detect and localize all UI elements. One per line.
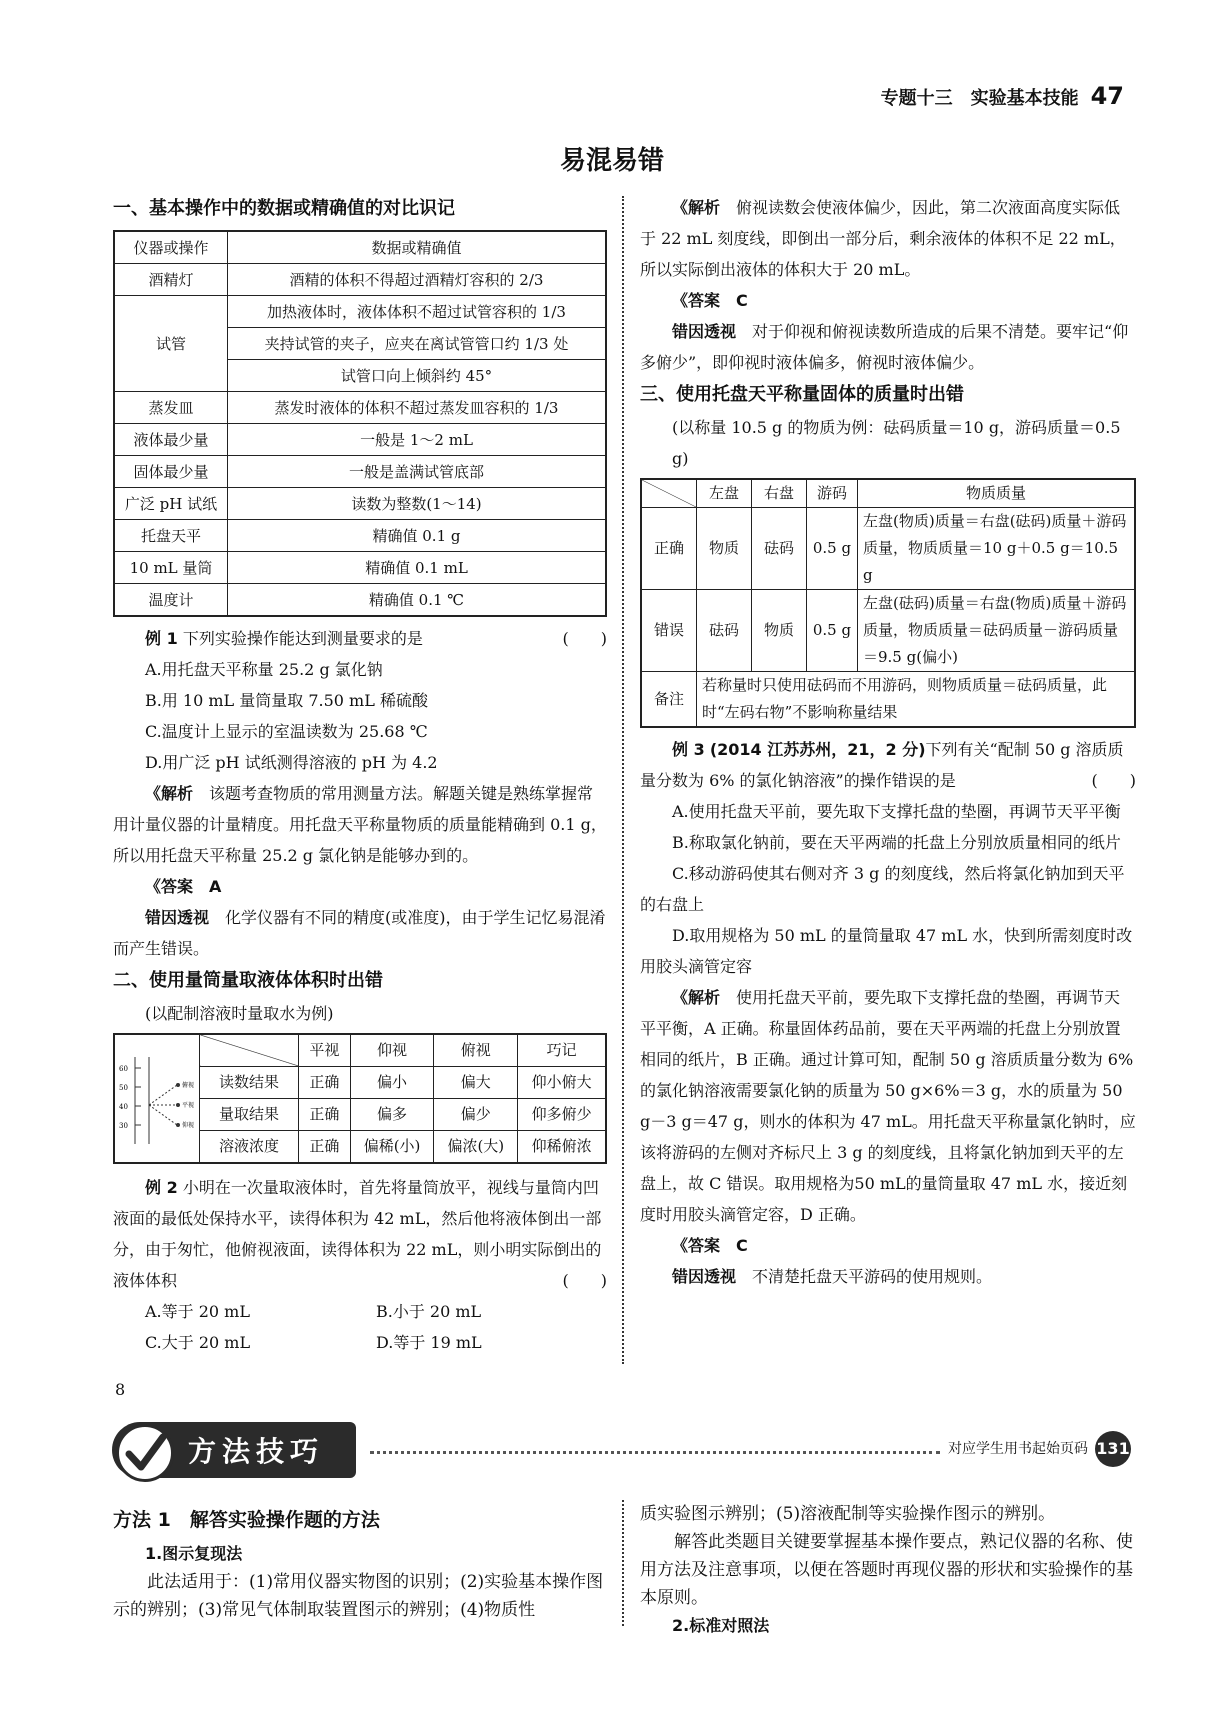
table-row [641, 508, 1135, 590]
cause-label: 错因透视 [672, 1267, 737, 1286]
answer-label: 答案 [688, 291, 721, 310]
table-header-cell: 平视 [299, 1034, 351, 1067]
method-paragraph: 解答此类题目关键要掌握基本操作要点，熟记仪器的名称、使用方法及注意事项，以便在答题时再现仪器的形状和实验操作的基本原则。 [640, 1532, 1133, 1608]
table-row [114, 488, 606, 520]
tick-label: 40 [119, 1102, 128, 1111]
table-cell: 偏浓(大) [434, 1131, 518, 1164]
cause-label: 错因透视 [145, 908, 210, 927]
sight-line-down [149, 1085, 177, 1105]
table-header-cell: 仪器或操作 [114, 231, 228, 264]
answer-label: 答案 [688, 1236, 721, 1255]
section3-sub: (以称量 10.5 g 的物质为例：砝码质量＝10 g，游码质量＝0.5 g) [672, 418, 1121, 468]
dotted-leader [370, 1451, 940, 1454]
example-text: 小明在一次量取液体时，首先将量筒放平，视线与量筒内凹液面的最低处保持水平，读得体积为 42 mL，然后他将液体倒出一部分，由于匆忙，他俯视液面，读得体积为 22 mL，则小明实际倒出的液体体积 [113, 1178, 602, 1290]
option: B.称取氯化钠前，要在天平两端的托盘上分别放质量相同的纸片 [672, 833, 1121, 852]
analysis [640, 982, 1136, 1230]
error-cause [640, 1261, 1136, 1292]
section2-sub: (以配制溶液时量取水为例) [145, 1004, 334, 1023]
table-row [114, 520, 606, 552]
banner-page-badge: 131 [1095, 1431, 1131, 1467]
tick-label: 50 [119, 1083, 128, 1092]
table-cell: 液体最少量 [114, 424, 228, 456]
table-cell: 试管 [114, 296, 228, 392]
table-cell: 精确值 0.1 mL [228, 552, 607, 584]
double-chevron-icon: 《 [672, 198, 689, 217]
table-cell: 仰多俯少 [518, 1099, 606, 1131]
answer-blank: ( ) [562, 1271, 607, 1290]
table-row [114, 552, 606, 584]
answer-value: C [736, 1236, 748, 1255]
answer [640, 285, 1136, 316]
example-label: 例 2 [145, 1178, 178, 1197]
answer-label: 答案 [161, 877, 194, 896]
cylinder-diagram-svg [115, 1039, 199, 1159]
analysis-label: 解析 [161, 784, 194, 803]
analysis [640, 192, 1136, 285]
table-header-cell: 仰视 [350, 1034, 434, 1067]
eye-icon [176, 1123, 180, 1127]
table-header-cell: 巧记 [518, 1034, 606, 1067]
table-cell: 广泛 pH 试纸 [114, 488, 228, 520]
banner-note: 对应学生用书起始页码 [948, 1441, 1088, 1457]
footer-page-number: 8 [115, 1380, 126, 1399]
example1-stem [113, 623, 607, 654]
table-row [114, 296, 606, 328]
analysis-text: 该题考查物质的常用测量方法。解题关键是熟练掌握常用计量仪器的计量精度。用托盘天平称量物质的质量能精确到 0.1 g，所以用托盘天平称量 25.2 g 氯化钠是能够办到的。 [113, 784, 607, 865]
banner-title: 方法技巧 [188, 1435, 325, 1468]
analysis-label: 解析 [688, 198, 721, 217]
column-divider [622, 1500, 624, 1626]
option: D.用广泛 pH 试纸测得溶液的 pH 为 4.2 [145, 753, 438, 772]
table-header-cell: 俯视 [434, 1034, 518, 1067]
analysis [113, 778, 607, 871]
table-cell: 偏稀(小) [350, 1131, 434, 1164]
table-cell: 一般是盖满试管底部 [228, 456, 607, 488]
example-label: 例 1 [145, 629, 178, 648]
table-cell: 偏小 [350, 1067, 434, 1099]
table-cell: 蒸发皿 [114, 392, 228, 424]
table-cell: 加热液体时，液体体积不超过试管容积的 1/3 [228, 296, 607, 328]
example2-stem [113, 1172, 607, 1296]
cylinder-table [113, 1033, 607, 1164]
option: A.使用托盘天平前，要先取下支撑托盘的垫圈，再调节天平平衡 [672, 802, 1121, 821]
table-cell: 砝码 [697, 590, 752, 672]
table-header-cell: 右盘 [752, 479, 807, 508]
table-cell: 一般是 1～2 mL [228, 424, 607, 456]
precision-table [113, 230, 607, 617]
answer-value: A [209, 877, 222, 896]
options-row [113, 1327, 607, 1358]
table-cell: 精确值 0.1 g [228, 520, 607, 552]
table-cell: 若称量时只使用砝码而不用游码，则物质质量＝砝码质量，此时“左码右物”不影响称量结果 [697, 672, 1136, 728]
table-cell: 0.5 g [807, 590, 858, 672]
page-number: 47 [1090, 82, 1124, 110]
table-cell: 正确 [299, 1099, 351, 1131]
method-left-column [113, 1500, 607, 1624]
double-chevron-icon: 《 [672, 988, 689, 1007]
table-cell: 偏大 [434, 1067, 518, 1099]
column-divider [622, 196, 624, 1364]
option: B.用 10 mL 量筒量取 7.50 mL 稀硫酸 [145, 691, 428, 710]
cause-text: 不清楚托盘天平游码的使用规则。 [752, 1267, 993, 1286]
table-cell: 仰稀俯浓 [518, 1131, 606, 1164]
option: D.等于 19 mL [376, 1333, 482, 1352]
page-header [881, 82, 1124, 110]
tick-label: 30 [119, 1121, 128, 1130]
balance-table [640, 478, 1136, 728]
option: C.移动游码使其右侧对齐 3 g 的刻度线，然后将氯化钠加到天平的右盘上 [640, 864, 1125, 914]
table-row [641, 672, 1135, 728]
table-cell: 错误 [641, 590, 697, 672]
example-text: 下列有关“配制 50 g 溶质质量分数为 6% 的氯化钠溶液”的操作错误的是 [640, 740, 1124, 790]
table-cell: 精确值 0.1 ℃ [228, 584, 607, 617]
method-paragraph: 质实验图示辨别；(5)溶液配制等实验操作图示的辨别。 [640, 1504, 1056, 1524]
checkmark-icon-svg [119, 1427, 171, 1479]
double-chevron-icon: 《 [672, 291, 689, 310]
cause-label: 错因透视 [672, 322, 737, 341]
right-column [640, 192, 1136, 1292]
method-banner [112, 1418, 1132, 1480]
example-source: (2014 江苏苏州，21，2 分) [709, 740, 926, 759]
error-cause [640, 316, 1136, 378]
option: B.小于 20 mL [376, 1302, 482, 1321]
eye-icon [176, 1083, 180, 1087]
view-label: 平视 [182, 1101, 195, 1109]
table-cell: 溶液浓度 [200, 1131, 299, 1164]
sight-line-up [149, 1105, 177, 1125]
table-row [114, 264, 606, 296]
table-cell: 物质 [752, 590, 807, 672]
table-cell: 读数结果 [200, 1067, 299, 1099]
example-text: 下列实验操作能达到测量要求的是 [182, 629, 423, 648]
option: A.用托盘天平称量 25.2 g 氯化钠 [145, 660, 383, 679]
table-cell: 温度计 [114, 584, 228, 617]
table-cell: 正确 [641, 508, 697, 590]
eye-icon [176, 1103, 180, 1107]
method-subheading: 1.图示复现法 [145, 1544, 243, 1563]
table-cell: 蒸发时液体的体积不超过蒸发皿容积的 1/3 [228, 392, 607, 424]
answer [113, 871, 607, 902]
example-label: 例 3 [672, 740, 705, 759]
analysis-text: 使用托盘天平前，要先取下支撑托盘的垫圈，再调节天平平衡，A 正确。称量固体药品前，要在天平两端的托盘上分别放置相同的纸片，B 正确。通过计算可知，配制 50 g 溶质质量分数为 6% 的氯化钠溶液需要氯化钠的质量为 50 g×6%＝3 g，水的质量为 50 g－3 g＝47 g，则水的体积为 47 mL。用托盘天平称量氯化钠时，应该将游码的左侧对齐标尺上 3 g 的刻度线，且将氯化钠加到天平的左盘上，故 C 错误。取用规格为50 mL的量筒量取 47 mL 水，接近刻度时用胶头滴管定容，D 正确。 [640, 988, 1136, 1224]
table-header [114, 231, 606, 264]
table-cell: 左盘(物质)质量＝右盘(砝码)质量＋游码质量，物质质量＝10 g＋0.5 g＝10.5 g [858, 508, 1136, 590]
diagonal-cell [200, 1034, 299, 1067]
analysis-text: 俯视读数会使液体偏少，因此，第二次液面高度实际低于 22 mL 刻度线，即倒出一部分后，剩余液体的体积不足 22 mL，所以实际倒出液体的体积大于 20 mL。 [640, 198, 1126, 279]
table-cell: 量取结果 [200, 1099, 299, 1131]
page-title: 易混易错 [559, 146, 664, 176]
table-cell: 物质 [697, 508, 752, 590]
table-header-cell: 物质质量 [858, 479, 1136, 508]
table-row [114, 424, 606, 456]
table-row [641, 590, 1135, 672]
method-subheading: 2.标准对照法 [672, 1616, 770, 1635]
table-cell: 仰小俯大 [518, 1067, 606, 1099]
answer-blank: ( ) [1091, 771, 1136, 790]
table-header-cell: 左盘 [697, 479, 752, 508]
example3-stem [640, 734, 1136, 796]
answer-blank: ( ) [562, 629, 607, 648]
cause-text: 对于仰视和俯视读数所造成的后果不清楚。要牢记“仰多俯少”，即仰视时液体偏多，俯视时液体偏少。 [640, 322, 1129, 372]
method-heading: 方法 1 解答实验操作题的方法 [113, 1509, 380, 1531]
section2-heading: 二、使用量筒量取液体体积时出错 [113, 970, 383, 991]
table-cell: 试管口向上倾斜约 45° [228, 360, 607, 392]
option: D.取用规格为 50 mL 的量筒量取 47 mL 水，快到所需刻度时改用胶头滴管定容 [640, 926, 1133, 976]
section3-heading: 三、使用托盘天平称量固体的质量时出错 [640, 384, 964, 405]
view-label: 俯视 [182, 1081, 195, 1089]
table-row [114, 392, 606, 424]
table-cell: 砝码 [752, 508, 807, 590]
table-cell: 0.5 g [807, 508, 858, 590]
error-cause [113, 902, 607, 964]
left-column [113, 192, 607, 1358]
table-row [114, 456, 606, 488]
table-cell: 偏多 [350, 1099, 434, 1131]
option: C.温度计上显示的室温读数为 25.68 ℃ [145, 722, 428, 741]
table-cell: 备注 [641, 672, 697, 728]
table-header-cell: 数据或精确值 [228, 231, 607, 264]
table-cell: 夹持试管的夹子，应夹在离试管管口约 1/3 处 [228, 328, 607, 360]
table-cell: 托盘天平 [114, 520, 228, 552]
table-cell: 偏少 [434, 1099, 518, 1131]
diagonal-cell [641, 479, 697, 508]
table-cell: 10 mL 量筒 [114, 552, 228, 584]
table-cell: 读数为整数(1～14) [228, 488, 607, 520]
section1-heading: 一、基本操作中的数据或精确值的对比识记 [113, 198, 455, 219]
options-row [113, 1296, 607, 1327]
method-paragraph: 此法适用于：(1)常用仪器实物图的识别；(2)实验基本操作图示的辨别；(3)常见气体制取装置图示的辨别；(4)物质性 [113, 1572, 604, 1620]
double-chevron-icon: 《 [672, 1236, 689, 1255]
cause-text: 化学仪器有不同的精度(或准度)，由于学生记忆易混淆而产生错误。 [113, 908, 606, 958]
table-cell: 左盘(砝码)质量＝右盘(物质)质量＋游码质量，物质质量＝砝码质量－游码质量＝9.5 g(偏小) [858, 590, 1136, 672]
cylinder-diagram [114, 1034, 200, 1163]
answer-value: C [736, 291, 748, 310]
double-chevron-icon: 《 [145, 877, 162, 896]
analysis-label: 解析 [688, 988, 721, 1007]
table-cell: 正确 [299, 1067, 351, 1099]
checkmark-icon [116, 1424, 174, 1482]
double-chevron-icon: 《 [145, 784, 162, 803]
option: C.大于 20 mL [145, 1333, 251, 1352]
table-header [641, 479, 1135, 508]
section-title: 专题十三 实验基本技能 [880, 88, 1079, 109]
checkmark-path [129, 1437, 163, 1467]
option: A.等于 20 mL [145, 1302, 250, 1321]
table-cell: 酒精灯 [114, 264, 228, 296]
table-header-cell: 游码 [807, 479, 858, 508]
answer [640, 1230, 1136, 1261]
table-header [114, 1034, 606, 1067]
table-cell: 正确 [299, 1131, 351, 1164]
table-cell: 固体最少量 [114, 456, 228, 488]
table-row [114, 584, 606, 617]
tick-label: 60 [119, 1064, 128, 1073]
view-label: 仰视 [182, 1121, 195, 1129]
table-cell: 酒精的体积不得超过酒精灯容积的 2/3 [228, 264, 607, 296]
method-right-column [640, 1500, 1136, 1640]
